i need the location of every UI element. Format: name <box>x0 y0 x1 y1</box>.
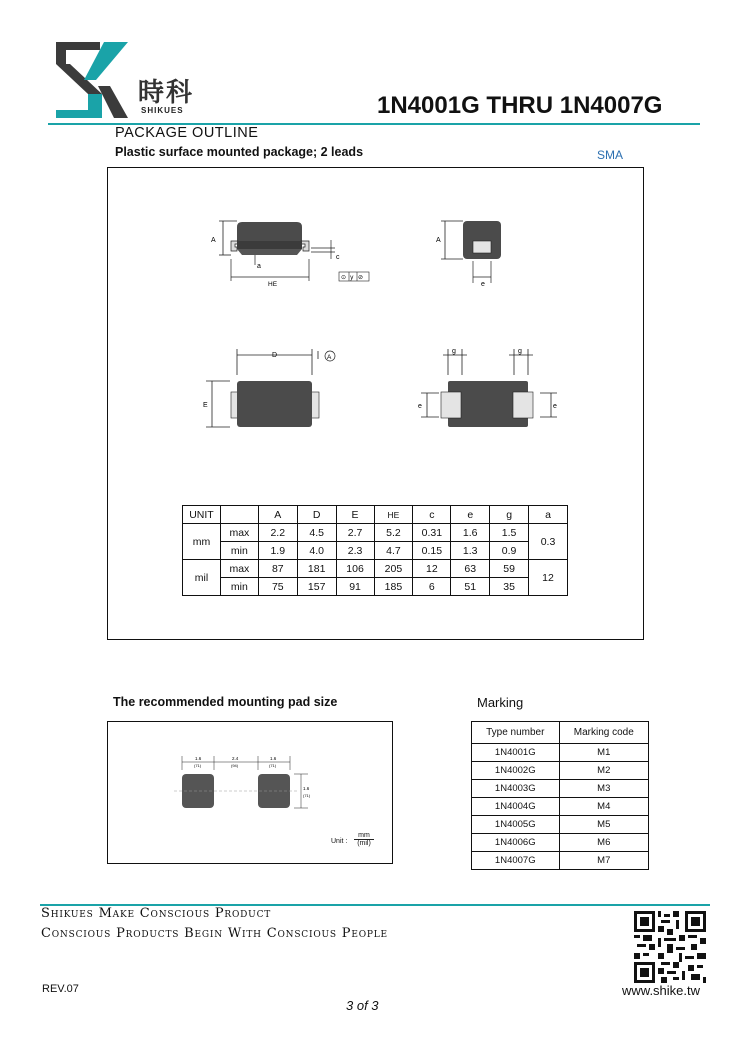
page-number: 3 of 3 <box>346 998 379 1013</box>
dim-label-e-right: e <box>553 403 557 410</box>
dim-label-e-left: e <box>418 403 422 410</box>
website-link[interactable]: www.shike.tw <box>622 983 701 998</box>
dim-label-d: D <box>272 352 278 359</box>
value-cell: 0.9 <box>490 542 529 560</box>
value-cell: 6 <box>413 578 451 596</box>
dimensions-table <box>182 505 568 596</box>
value-cell: 106 <box>336 560 374 578</box>
unit-cell: mil <box>183 560 221 596</box>
kind-cell: max <box>220 560 258 578</box>
kind-cell: min <box>220 578 258 596</box>
revision-label: REV.07 <box>42 983 79 995</box>
type-cell: 1N4001G <box>472 744 560 762</box>
value-cell: 2.2 <box>258 524 297 542</box>
value-cell: 0.31 <box>413 524 451 542</box>
value-cell: 87 <box>258 560 297 578</box>
dim-label-a-end: A <box>436 237 441 244</box>
marking-header-row <box>472 722 649 744</box>
header-cell <box>220 506 258 524</box>
pad-dim-4b: (71) <box>303 793 311 798</box>
dim-label-e-end: e <box>481 281 485 288</box>
value-cell: 185 <box>374 578 413 596</box>
table-row <box>183 542 568 560</box>
dim-label-g-right: g <box>518 348 522 355</box>
value-cell: 4.5 <box>297 524 336 542</box>
pad-dim-4: 1.6 <box>303 786 310 791</box>
value-cell: 75 <box>258 578 297 596</box>
header-cell: UNIT <box>183 506 221 524</box>
value-cell: 59 <box>490 560 529 578</box>
pad-dim-3: 1.6 <box>270 756 277 761</box>
kind-cell: min <box>220 542 258 560</box>
header-cell: A <box>258 506 297 524</box>
type-cell: 1N4004G <box>472 798 560 816</box>
value-cell: 2.3 <box>336 542 374 560</box>
header-cell: D <box>297 506 336 524</box>
pad-dim-1: 1.6 <box>195 756 202 761</box>
dim-label-c: c <box>336 254 340 261</box>
value-cell: 0.15 <box>413 542 451 560</box>
bottom-view-drawing <box>415 345 565 435</box>
dimensions-header-row <box>183 506 568 524</box>
table-row <box>472 816 649 834</box>
table-row <box>472 744 649 762</box>
table-row <box>472 834 649 852</box>
value-cell: 2.7 <box>336 524 374 542</box>
marking-table <box>471 721 649 870</box>
mounting-pad-drawing <box>170 752 320 818</box>
unit-fraction <box>354 832 374 847</box>
dim-label-a-side: A <box>211 237 216 244</box>
table-row <box>472 762 649 780</box>
type-cell: 1N4005G <box>472 816 560 834</box>
end-view-drawing <box>433 215 523 290</box>
company-logo-icon <box>48 40 130 120</box>
qr-code-icon <box>634 911 706 983</box>
header-cell: c <box>413 506 451 524</box>
table-row <box>472 798 649 816</box>
section-subtitle: Plastic surface mounted package; 2 leads <box>115 145 364 159</box>
side-view-drawing <box>205 215 380 295</box>
code-cell: M4 <box>559 798 648 816</box>
value-cell: 1.5 <box>490 524 529 542</box>
value-cell: 1.6 <box>451 524 490 542</box>
value-cell: 4.7 <box>374 542 413 560</box>
table-row <box>183 524 568 542</box>
marking-title: Marking <box>477 695 524 710</box>
header-cell: a <box>529 506 568 524</box>
dim-label-he: HE <box>268 281 278 288</box>
code-cell: M5 <box>559 816 648 834</box>
table-row <box>183 560 568 578</box>
marking-header-cell: Marking code <box>559 722 648 744</box>
code-cell: M1 <box>559 744 648 762</box>
value-cell: 91 <box>336 578 374 596</box>
mounting-pad-title: The recommended mounting pad size <box>113 695 338 709</box>
tolerance-symbol-2: y <box>350 274 354 281</box>
table-row <box>472 780 649 798</box>
top-view-drawing <box>200 345 360 435</box>
slogan-line-1: Shikues Make Conscious Product <box>41 906 272 921</box>
type-cell: 1N4003G <box>472 780 560 798</box>
header-cell: g <box>490 506 529 524</box>
value-cell: 35 <box>490 578 529 596</box>
unit-top: mm <box>354 832 374 840</box>
header-cell: HE <box>374 506 413 524</box>
unit-cell: mm <box>183 524 221 560</box>
slogan-line-2: Conscious Products Begin With Conscious People <box>41 926 388 941</box>
code-cell: M3 <box>559 780 648 798</box>
dim-label-e-big: E <box>203 402 208 409</box>
page-title: 1N4001G THRU 1N4007G <box>377 92 663 119</box>
tolerance-symbol-3: ⊘ <box>358 274 364 281</box>
table-row <box>472 852 649 870</box>
table-row <box>183 578 568 596</box>
value-cell: 12 <box>413 560 451 578</box>
logo-english-text: SHIKUES <box>141 106 184 115</box>
dim-label-g-left: g <box>452 348 456 355</box>
value-cell: 205 <box>374 560 413 578</box>
value-cell: 157 <box>297 578 336 596</box>
code-cell: M2 <box>559 762 648 780</box>
pad-dim-1b: (71) <box>194 763 202 768</box>
a-value-cell: 0.3 <box>529 524 568 560</box>
type-cell: 1N4002G <box>472 762 560 780</box>
a-value-cell: 12 <box>529 560 568 596</box>
header-cell: E <box>336 506 374 524</box>
pad-dim-2b: (94) <box>231 763 239 768</box>
package-label: SMA <box>597 148 624 162</box>
value-cell: 51 <box>451 578 490 596</box>
kind-cell: max <box>220 524 258 542</box>
code-cell: M6 <box>559 834 648 852</box>
value-cell: 5.2 <box>374 524 413 542</box>
logo-chinese-text: 時科 <box>138 78 195 108</box>
type-cell: 1N4007G <box>472 852 560 870</box>
pad-dim-2: 2.4 <box>232 756 239 761</box>
unit-label: Unit : <box>331 838 348 845</box>
datum-label: A <box>327 354 332 361</box>
section-title: PACKAGE OUTLINE <box>115 125 259 141</box>
header-cell: e <box>451 506 490 524</box>
value-cell: 4.0 <box>297 542 336 560</box>
dim-label-a-small: a <box>257 263 261 270</box>
value-cell: 181 <box>297 560 336 578</box>
tolerance-symbol-1: ⊙ <box>341 274 347 281</box>
marking-header-cell: Type number <box>472 722 560 744</box>
type-cell: 1N4006G <box>472 834 560 852</box>
code-cell: M7 <box>559 852 648 870</box>
pad-dim-3b: (71) <box>269 763 277 768</box>
value-cell: 63 <box>451 560 490 578</box>
value-cell: 1.9 <box>258 542 297 560</box>
value-cell: 1.3 <box>451 542 490 560</box>
unit-bottom: (mil) <box>357 840 371 847</box>
